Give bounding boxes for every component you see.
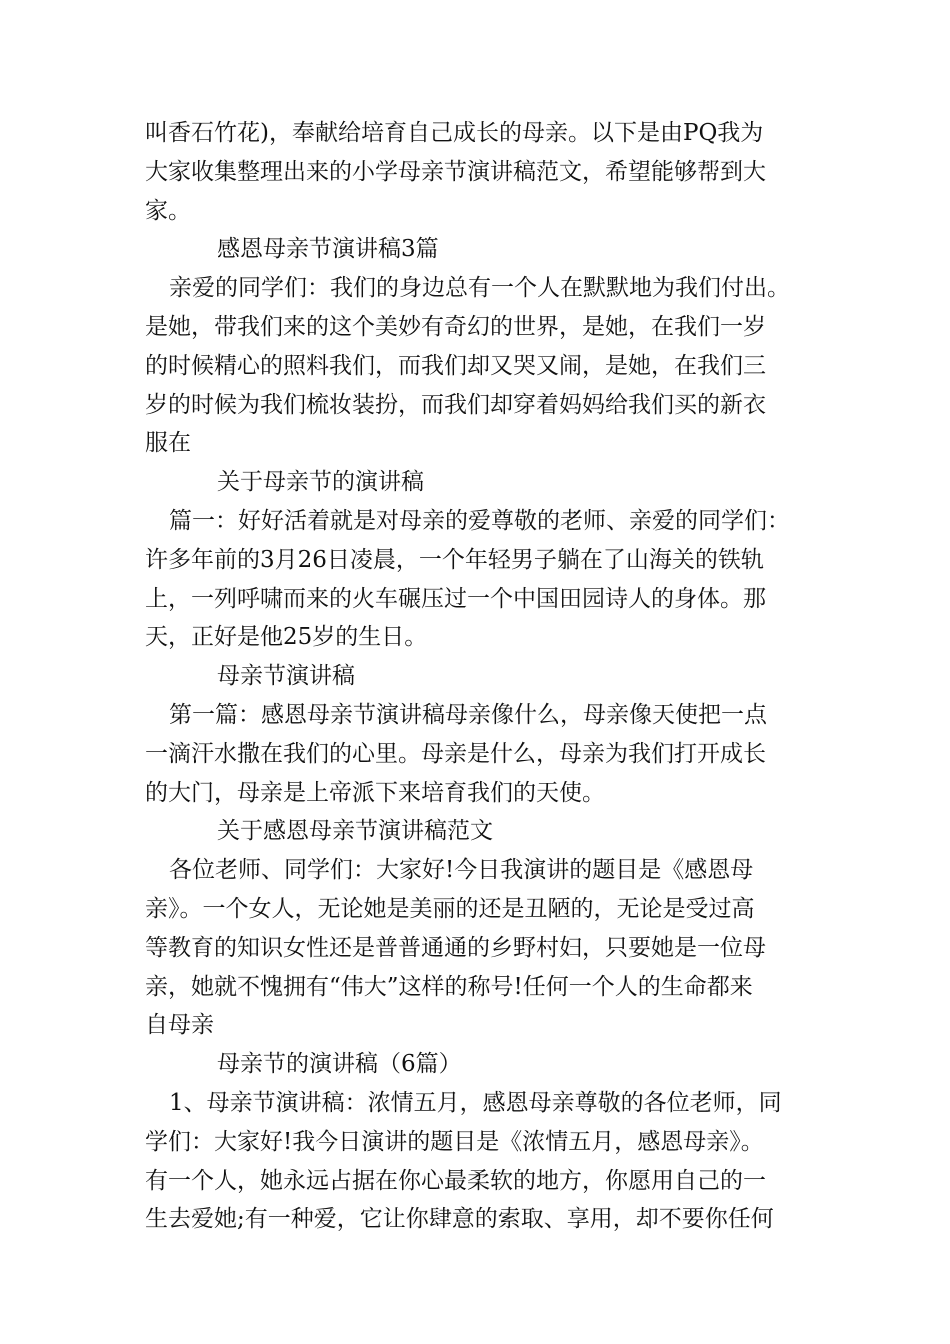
text-line: 的大门，母亲是上帝派下来培育我们的天使。 xyxy=(145,779,605,806)
text-line: 天，正好是他25岁的生日。 xyxy=(145,624,428,651)
text-line: 各位老师、同学们：大家好!今日我演讲的题目是《感恩母 xyxy=(169,857,754,884)
text-line: 自母亲 xyxy=(145,1012,214,1039)
text-line: 家。 xyxy=(145,197,191,224)
document-body xyxy=(145,114,807,1239)
paragraph-body xyxy=(145,502,807,657)
text-line: 是她，带我们来的这个美妙有奇幻的世界，是她，在我们一岁 xyxy=(145,313,766,340)
text-line: 许多年前的3月26日凌晨，一个年轻男子躺在了山海关的铁轨 xyxy=(145,546,764,573)
text-line: 亲爱的同学们：我们的身边总有一个人在默默地为我们付出。 xyxy=(169,275,790,302)
text-line: 一滴汗水撒在我们的心里。母亲是什么，母亲为我们打开成长 xyxy=(145,740,766,767)
section-heading: 感恩母亲节演讲稿3篇 xyxy=(217,236,439,263)
paragraph-body xyxy=(145,851,807,1045)
text-line: 第一篇：感恩母亲节演讲稿母亲像什么，母亲像天使把一点 xyxy=(169,701,767,728)
text-line: 等教育的知识女性还是普普通通的乡野村妇，只要她是一位母 xyxy=(145,934,766,961)
text-line: 服在 xyxy=(145,430,191,457)
text-line: 1、母亲节演讲稿：浓情五月，感恩母亲尊敬的各位老师，同 xyxy=(169,1089,782,1116)
section-heading: 母亲节的演讲稿（6篇） xyxy=(217,1051,462,1078)
text-line: 有一个人，她永远占据在你心最柔软的地方，你愿用自己的一 xyxy=(145,1167,766,1194)
text-line: 岁的时候为我们梳妆装扮，而我们却穿着妈妈给我们买的新衣 xyxy=(145,391,766,418)
paragraph-body xyxy=(145,1084,807,1239)
section-heading: 关于母亲节的演讲稿 xyxy=(217,469,424,496)
text-line: 篇一：好好活着就是对母亲的爱尊敬的老师、亲爱的同学们： xyxy=(169,507,790,534)
section-heading: 关于感恩母亲节演讲稿范文 xyxy=(217,818,493,845)
text-line: 叫香石竹花)，奉献给培育自己成长的母亲。以下是由PQ我为 xyxy=(145,120,764,146)
text-line: 亲，她就不愧拥有“伟大”这样的称号!任何一个人的生命都来 xyxy=(145,973,753,1000)
text-line: 亲》。一个女人，无论她是美丽的还是丑陋的，无论是受过高 xyxy=(145,895,755,922)
paragraph-intro xyxy=(145,114,807,230)
paragraph-body xyxy=(145,696,807,812)
text-line: 学们：大家好!我今日演讲的题目是《浓情五月，感恩母亲》。 xyxy=(145,1128,764,1155)
text-line: 大家收集整理出来的小学母亲节演讲稿范文，希望能够帮到大 xyxy=(145,158,766,185)
paragraph-body xyxy=(145,269,807,463)
text-line: 的时候精心的照料我们，而我们却又哭又闹，是她，在我们三 xyxy=(145,352,766,379)
text-line: 生去爱她;有一种爱，它让你肆意的索取、享用，却不要你任何 xyxy=(145,1206,774,1233)
section-heading: 母亲节演讲稿 xyxy=(217,663,355,690)
text-line: 上，一列呼啸而来的火车碾压过一个中国田园诗人的身体。那 xyxy=(145,585,766,612)
